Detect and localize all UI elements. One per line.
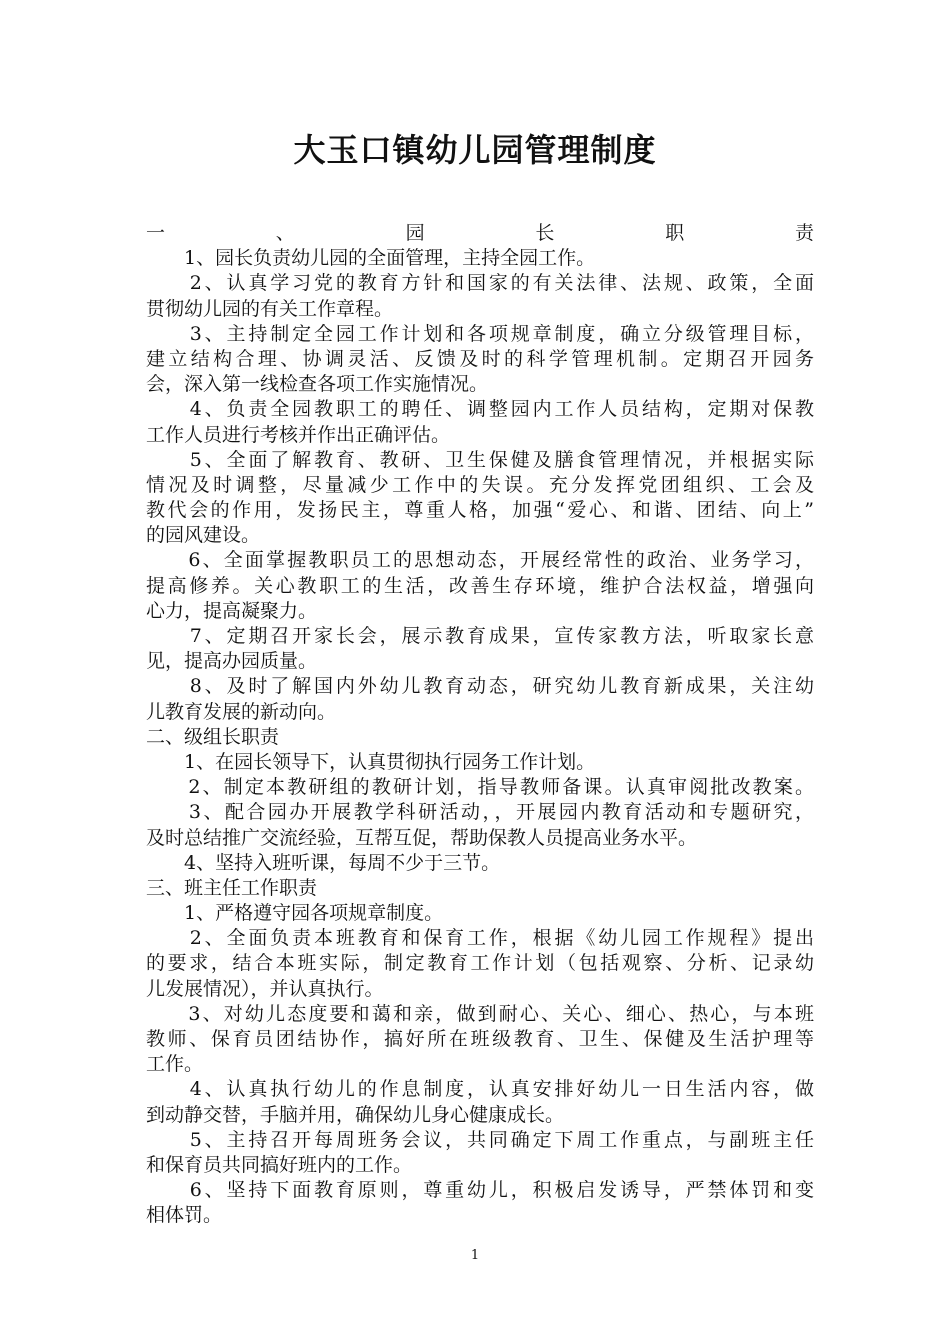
text-line: 3、配合园办开展教学科研活动，，开展园内教育活动和专题研究， bbox=[146, 801, 814, 824]
text-line: 4、认真执行幼儿的作息制度，认真安排好幼儿一日生活内容，做 bbox=[146, 1078, 814, 1101]
text-line: 的园风建设。 bbox=[146, 524, 261, 547]
text-line: 心力，提高凝聚力。 bbox=[146, 599, 318, 622]
text-line: 2、全面负责本班教育和保育工作，根据《幼儿园工作规程》提出 bbox=[146, 927, 814, 950]
text-line: 会，深入第一线检查各项工作实施情况。 bbox=[146, 373, 489, 396]
text-line: 一、园长职责 bbox=[146, 222, 814, 244]
text-line: 2、制定本教研组的教研计划，指导教师备课。认真审阅批改教案。 bbox=[146, 776, 814, 799]
document-body bbox=[146, 221, 814, 1229]
text-line: 的要求，结合本班实际，制定教育工作计划（包括观察、分析、记录幼 bbox=[146, 952, 814, 975]
text-line: 到动静交替，手脑并用，确保幼儿身心健康成长。 bbox=[146, 1103, 565, 1126]
page-number: 1 bbox=[470, 1248, 480, 1263]
text-line: 教师、保育员团结协作，搞好所在班级教育、卫生、保健及生活护理等 bbox=[146, 1028, 814, 1050]
text-line: 和保育员共同搞好班内的工作。 bbox=[146, 1153, 413, 1176]
text-line: 5、主持召开每周班务会议，共同确定下周工作重点，与副班主任 bbox=[146, 1128, 814, 1151]
text-line: 1、严格遵守园各项规章制度。 bbox=[146, 902, 444, 925]
text-line: 工作人员进行考核并作出正确评估。 bbox=[146, 423, 451, 446]
text-line: 2、认真学习党的教育方针和国家的有关法律、法规、政策，全面 bbox=[146, 272, 814, 295]
text-line: 情况及时调整，尽量减少工作中的失误。充分发挥党团组织、工会及 bbox=[146, 473, 814, 496]
text-line: 6、坚持下面教育原则，尊重幼儿，积极启发诱导，严禁体罚和变 bbox=[146, 1179, 814, 1202]
text-line: 3、对幼儿态度要和蔼和亲，做到耐心、关心、细心、热心，与本班 bbox=[146, 1002, 814, 1025]
document-title: 大玉口镇幼儿园管理制度 bbox=[293, 131, 657, 169]
text-line: 提高修养。关心教职工的生活，改善生存环境，维护合法权益，增强向 bbox=[146, 574, 814, 597]
text-line: 4、负责全园教职工的聘任、调整园内工作人员结构，定期对保教 bbox=[146, 398, 814, 421]
text-line: 6、全面掌握教职员工的思想动态，开展经常性的政治、业务学习， bbox=[146, 549, 814, 572]
text-line: 工作。 bbox=[146, 1053, 204, 1076]
text-line: 3、主持制定全园工作计划和各项规章制度，确立分级管理目标， bbox=[146, 322, 814, 345]
text-line: 1、在园长领导下，认真贯彻执行园务工作计划。 bbox=[146, 750, 596, 773]
text-line: 8、及时了解国内外幼儿教育动态，研究幼儿教育新成果，关注幼 bbox=[146, 675, 814, 698]
text-line: 贯彻幼儿园的有关工作章程。 bbox=[146, 297, 394, 320]
text-line: 教代会的作用，发扬民主，尊重人格，加强“爱心、和谐、团结、向上” bbox=[146, 499, 814, 522]
text-line: 及时总结推广交流经验，互帮互促，帮助保教人员提高业务水平。 bbox=[146, 826, 698, 849]
text-line: 儿发展情况），并认真执行。 bbox=[146, 977, 384, 1000]
text-line: 7、定期召开家长会，展示教育成果，宣传家教方法，听取家长意 bbox=[146, 625, 814, 647]
text-line: 儿教育发展的新动向。 bbox=[146, 700, 337, 723]
text-line: 三、班主任工作职责 bbox=[146, 876, 318, 899]
text-line: 二、级组长职责 bbox=[146, 725, 280, 748]
text-line: 相体罚。 bbox=[146, 1204, 223, 1227]
text-line: 建立结构合理、协调灵活、反馈及时的科学管理机制。定期召开园务 bbox=[146, 347, 814, 370]
text-line: 见，提高办园质量。 bbox=[146, 650, 318, 673]
text-line: 4、坚持入班听课，每周不少于三节。 bbox=[146, 851, 501, 874]
text-line: 5、全面了解教育、教研、卫生保健及膳食管理情况，并根据实际 bbox=[146, 448, 814, 471]
text-line: 1、园长负责幼儿园的全面管理，主持全园工作。 bbox=[146, 247, 596, 270]
